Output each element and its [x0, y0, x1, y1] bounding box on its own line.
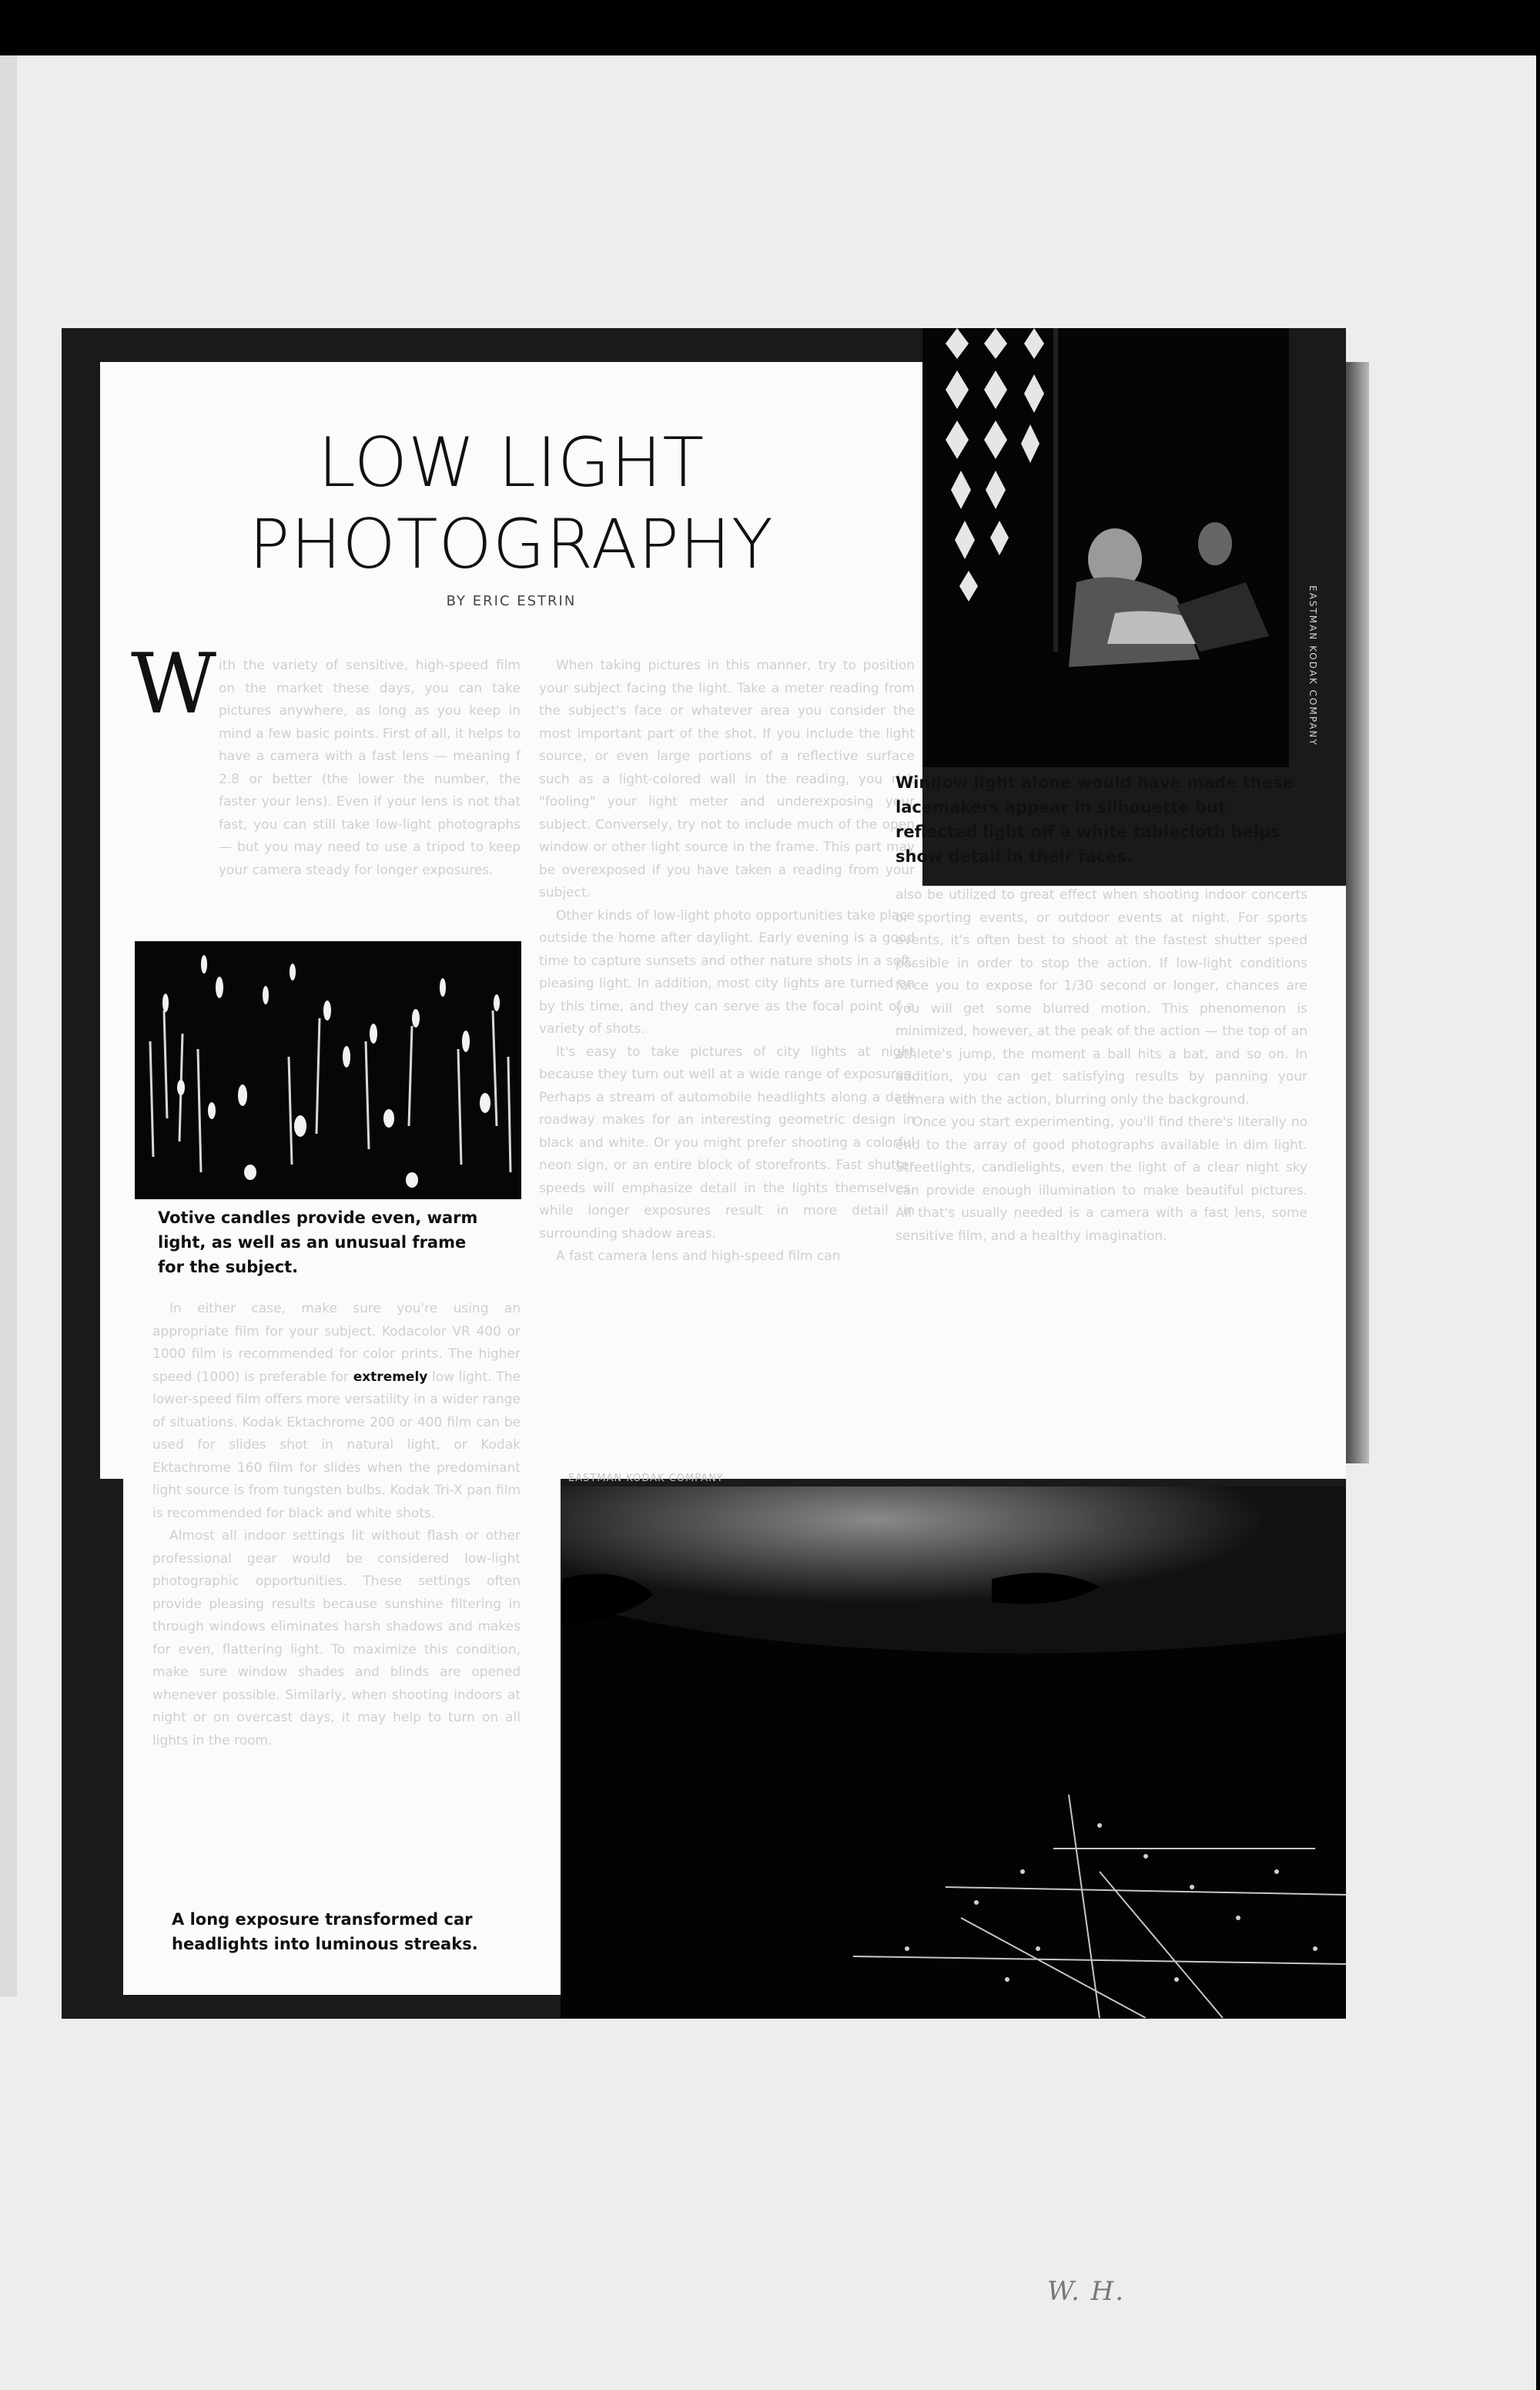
city-lights-photo	[561, 1487, 1346, 2018]
candles-caption: Votive candles provide even, warm light, as well as an unusual frame for the subject.	[158, 1208, 478, 1276]
column-1-body	[152, 1298, 521, 1752]
column-1-intro	[152, 655, 521, 882]
paragraph-metering: When taking pictures in this manner, try to position your subject facing the light. Take a meter reading from the subject's face or whatever area you consider the most important part of the shot. If you include the light source, or even large portions of a reflective surface such as a light-colored wall in the reading, you risk "fooling" your light meter and underexposing your subject. Conversely, try not to include much of the open window or other light source in the frame. This part may be overexposed if you have taken a reading from your subject.	[539, 658, 915, 900]
lacemakers-caption: Window light alone would have made these lacemakers appear in silhouette but reflected light off a white tablecloth helps show detail in their faces.	[896, 773, 1294, 866]
byline: BY ERIC ESTRIN	[446, 593, 577, 609]
paragraph-outdoor: Other kinds of low-light photo opportunities take place outside the home after daylight. Early evening is a good time to capture sunsets and other nature shots in a soft, pleasing light. In addition, most city lights are turned on by this time, and they can serve as the focal point of a variety of shots.	[539, 907, 915, 1037]
column-2	[539, 655, 915, 1269]
vertical-photo-credit: EASTMAN KODAK COMPANY	[1307, 585, 1318, 746]
votive-candles-photo	[135, 941, 521, 1199]
lacemakers-photo	[922, 328, 1289, 767]
scan-edge	[0, 55, 17, 1996]
paragraph-film	[152, 1298, 521, 1525]
paragraph-fast-lens: A fast camera lens and high-speed film can	[556, 1249, 841, 1264]
handwritten-initials: W. H.	[1047, 2276, 1126, 2307]
paragraph-conclusion: Once you start experimenting, you'll find there's literally no end to the array of good photographs available in dim light. Streetlights, candlelights, even the light of a clear night sky can provide enough illumination to make beautiful pictures. All that's usually needed is a camera with a fast lens, some sensitive film, and a healthy imagination.	[896, 1115, 1307, 1244]
paragraph-intro: ith the variety of sensitive, high-speed film on the market these days, you can take pictures anywhere, as long as you keep in mind a few basic points. First of all, it helps to have a camera with a fast lens — meaning f 2.8 or better (the lower the number, the faster your lens). Even if your lens is not that fast, you can still take low-light photographs — but you may need to use a tripod to keep your camera steady for longer exposures.	[219, 658, 521, 878]
paragraph-indoor: Almost all indoor settings lit without flash or other professional gear would be considered low-light photographic opportunities. These settings often provide pleasing results because sunshine filtering in through windows eliminates harsh shadows and makes for even, flattering light. To maximize this condition, make sure window shades and blinds are opened whenever possible. Similarly, when shooting indoors at night or on overcast days, it may help to turn on all lights in the room.	[152, 1528, 521, 1748]
emphasis-extremely: extremely	[353, 1369, 428, 1385]
city-caption: A long exposure transformed car headlights into luminous streaks.	[172, 1910, 478, 1953]
title-line-2: PHOTOGRAPHY	[249, 504, 774, 584]
lacemakers-image	[922, 328, 1289, 767]
paragraph-sports: also be utilized to great effect when shooting indoor concerts or sporting events, or outdoor events at night. For sports events, it's often best to shoot at the fastest shutter speed possible in order to stop the action. If low-light conditions force you to expose for 1/30 second or longer, chances are you will get some blurred motion. This phenomenon is minimized, however, at the peak of the action — the top of an athlete's jump, the moment a ball hits a bat, and so on. In addition, you can get satisfying results by panning your camera with the action, blurring only the background.	[896, 887, 1307, 1108]
photo-credit: EASTMAN KODAK COMPANY	[568, 1473, 724, 1484]
column-3	[896, 884, 1307, 1248]
paragraph-film-part-1: In either case, make sure you're using an appropriate film for your subject. Kodacolor VR 400 or 1000 film is recommended for color prints. The higher speed (1000) is preferable for	[152, 1301, 521, 1385]
paragraph-film-part-2: low light. The lower-speed film offers more versatility in a wider range of situations. Kodak Ektachrome 200 or 400 film can be used for slides shot in natural light, or Kodak Ektachrome 160 film for slides when the predominant light source is from tungsten bulbs. Kodak Tri-X pan film is recommended for black and white shots.	[152, 1369, 521, 1521]
candles-image	[135, 941, 521, 1199]
paragraph-city-lights: It's easy to take pictures of city lights at night because they turn out well at a wide range of exposures. Perhaps a stream of automobile headlights along a dark roadway makes for an interesting geometric design in black and white. Or you might prefer shooting a colorful neon sign, or an entire block of storefronts. Fast shutter speeds will emphasize detail in the lights themselves, while longer exposures result in more detail in surrounding shadow areas.	[539, 1044, 915, 1242]
mount-shadow	[1346, 362, 1369, 1463]
title-line-1: LOW LIGHT	[317, 423, 705, 502]
drop-cap: W	[131, 636, 217, 732]
article-title	[100, 422, 922, 585]
city-image	[561, 1487, 1346, 2018]
